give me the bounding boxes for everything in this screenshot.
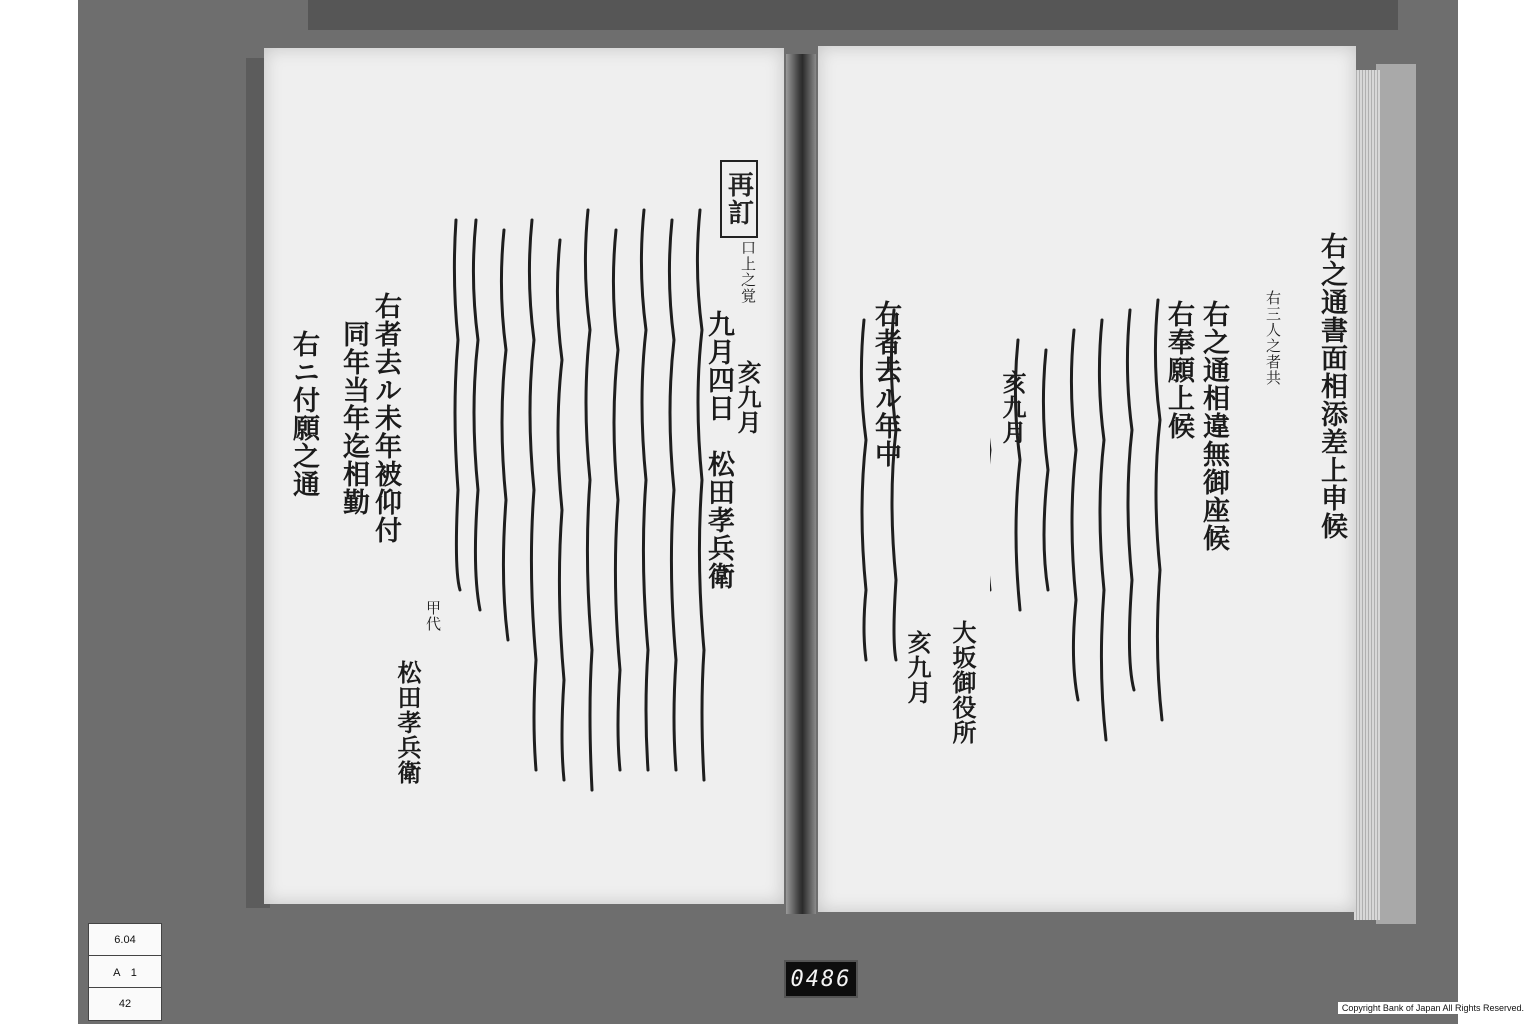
- right-column-1: 右之通書面相添差上申候: [1316, 232, 1347, 540]
- left-column-8: 甲代: [424, 600, 442, 632]
- left-page-script-block: [450, 200, 710, 820]
- page-edges: [1354, 70, 1380, 920]
- left-column-3: 口上之覚: [739, 240, 757, 304]
- left-column-7: 松田孝兵衛: [393, 660, 422, 785]
- right-page-script-block-2: [850, 300, 910, 680]
- copyright-notice: Copyright Bank of Japan All Rights Reserved.: [1338, 1002, 1528, 1014]
- left-column-1: 亥九月: [733, 360, 762, 435]
- right-column-2: 亥九月: [998, 370, 1027, 445]
- right-column-3: 右三人之者共: [1264, 290, 1282, 386]
- label-line-2: A 1: [89, 956, 161, 988]
- left-column-6: 右ニ付願之通: [288, 330, 319, 498]
- archive-label-card: [88, 923, 162, 1021]
- label-line-3: 42: [118, 997, 132, 1010]
- left-column-2: 九月四日 松田孝兵衛: [703, 310, 734, 590]
- right-page-script-block: [990, 290, 1250, 770]
- right-column-4: 右之通相違無御座候: [1198, 300, 1229, 552]
- right-column-6: 大坂御役所: [948, 620, 977, 745]
- left-column-4: 右者去ル未年被仰付: [370, 292, 401, 544]
- right-column-5: 右奉願上候: [1163, 300, 1194, 440]
- right-column-7: 右者去ル年中: [870, 300, 901, 468]
- label-line-1: 6.04: [89, 924, 161, 956]
- frame-number: 0486: [784, 960, 858, 998]
- book-gutter: [786, 54, 816, 914]
- right-cover-edge: [1376, 64, 1416, 924]
- left-column-5: 同年当年迄相勤: [338, 320, 369, 516]
- right-column-8: 亥九月: [903, 630, 932, 705]
- top-shadow: [308, 0, 1398, 30]
- revision-stamp: 再訂: [720, 160, 758, 238]
